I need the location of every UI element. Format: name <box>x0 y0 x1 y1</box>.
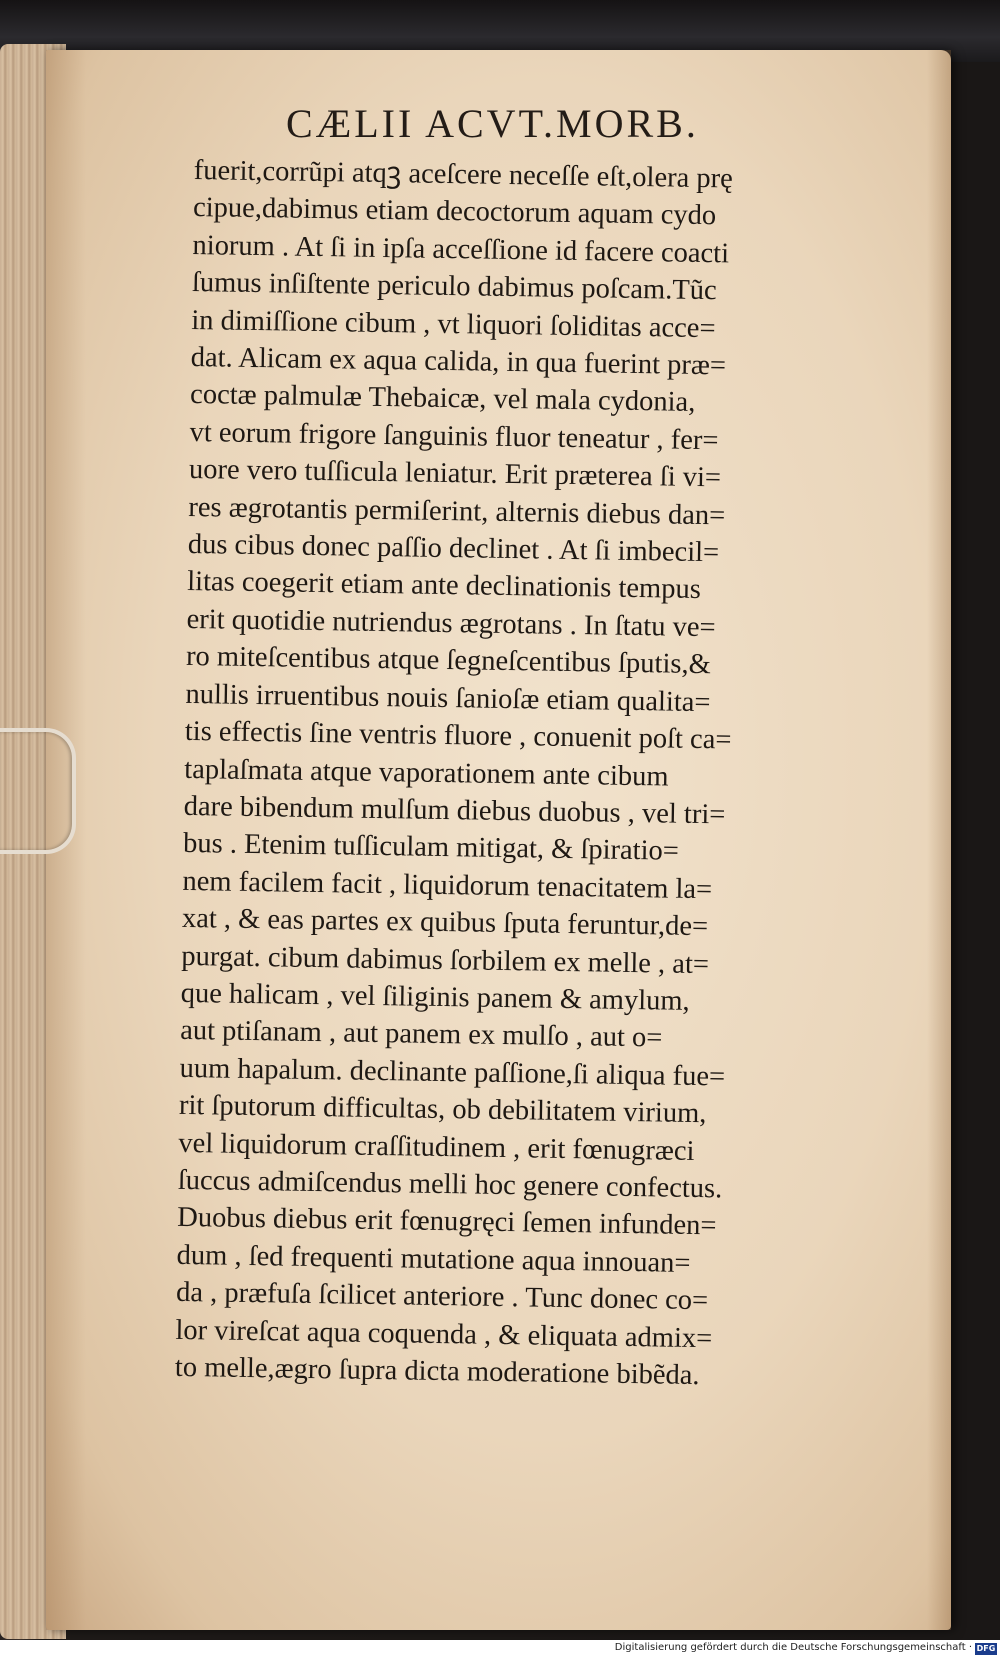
text-line: lor vireſcat aqua coquenda , & eliquata admix= <box>175 1314 713 1354</box>
text-line: ro miteſcentibus atque ſegneſcentibus ſputis,& <box>185 641 712 681</box>
text-line: xat , & eas partes ex quibus ſputa feruntur,de= <box>181 903 709 943</box>
text-line: vt eorum frigore ſanguinis fluor teneatur , fer= <box>189 416 719 457</box>
text-line: que halicam , vel ſiliginis panem & amylum, <box>180 977 690 1017</box>
body-text <box>175 152 894 1397</box>
text-line: res ægrotantis permiſerint, alternis diebus dan= <box>188 491 726 532</box>
text-line: purgat. cibum dabimus ſorbilem ex melle , at= <box>181 940 710 980</box>
text-line: tis effectis ſine ventris fluore , conuenit poſt ca= <box>184 716 732 756</box>
footer-bar <box>0 1640 1000 1659</box>
text-line: aut ptiſanam , aut panem ex mulſo , aut o= <box>179 1015 663 1054</box>
text-line: litas coegerit etiam ante declinationis tempus <box>187 566 702 606</box>
text-line: erit quotidie nutriendus ægrotans . In ſtatu ve= <box>186 603 716 644</box>
text-line: niorum . At ſi in ipſa acceſſione id facere coacti <box>192 229 730 270</box>
text-line: coctæ palmulæ Thebaicæ, vel mala cydonia, <box>189 379 696 419</box>
text-line: taplaſmata atque vaporationem ante cibum <box>184 753 669 793</box>
text-line: da , præfuſa ſcilicet anteriore . Tunc donec co= <box>175 1277 709 1317</box>
text-line: uore vero tuſſicula leniatur. Erit præterea ſi vi= <box>188 454 722 494</box>
book-page <box>46 50 951 1630</box>
text-line: to melle,ægro ſupra dicta moderatione bibẽda. <box>174 1351 700 1392</box>
text-line: uum hapalum. declinante paſſione,ſi aliqua fue= <box>179 1052 726 1093</box>
text-line: dare bibendum mulſum diebus duobus , vel tri= <box>183 790 726 831</box>
text-line: in dimiſſione cibum , vt liquori ſoliditas acce= <box>191 304 716 344</box>
text-line: Duobus diebus erit fœnugręci ſemen infunden= <box>177 1202 717 1242</box>
bookmark-ribbon <box>0 728 76 854</box>
running-head: CÆLII ACVT.MORB. <box>286 101 699 146</box>
text-line: ſuccus admiſcendus melli hoc genere confectus. <box>177 1164 723 1205</box>
text-line: dum , ſed frequenti mutatione aqua innouan= <box>176 1239 691 1279</box>
text-line: rit ſputorum difficultas, ob debilitatem virium, <box>178 1090 707 1130</box>
text-line: cipue,dabimus etiam decoctorum aquam cydo <box>192 192 717 232</box>
text-line: dus cibus donec paſſio declinet . At ſi imbecil= <box>187 529 720 569</box>
text-line: nullis irruentibus nouis ſanioſæ etiam qualita= <box>185 678 711 718</box>
dfg-logo-icon: DFG <box>976 1644 996 1653</box>
text-line: dat. Alicam ex aqua calida, in qua fuerint præ= <box>190 342 727 382</box>
text-line: vel liquidorum craſſitudinem , erit fœnugræci <box>178 1127 695 1167</box>
funding-credit: Digitalisierung gefördert durch die Deutsche Forschungsgemeinschaft · <box>614 1642 972 1653</box>
text-line: ſumus inſiſtente periculo dabimus poſcam.Tũc <box>191 267 717 307</box>
text-line: fuerit,corrũpi atqꝫ aceſcere neceſſe eſt,olera prę <box>193 154 733 195</box>
text-line: nem facilem facit , liquidorum tenacitatem la= <box>182 865 713 905</box>
text-line: bus . Etenim tuſſiculam mitigat, & ſpiratio= <box>182 828 680 868</box>
